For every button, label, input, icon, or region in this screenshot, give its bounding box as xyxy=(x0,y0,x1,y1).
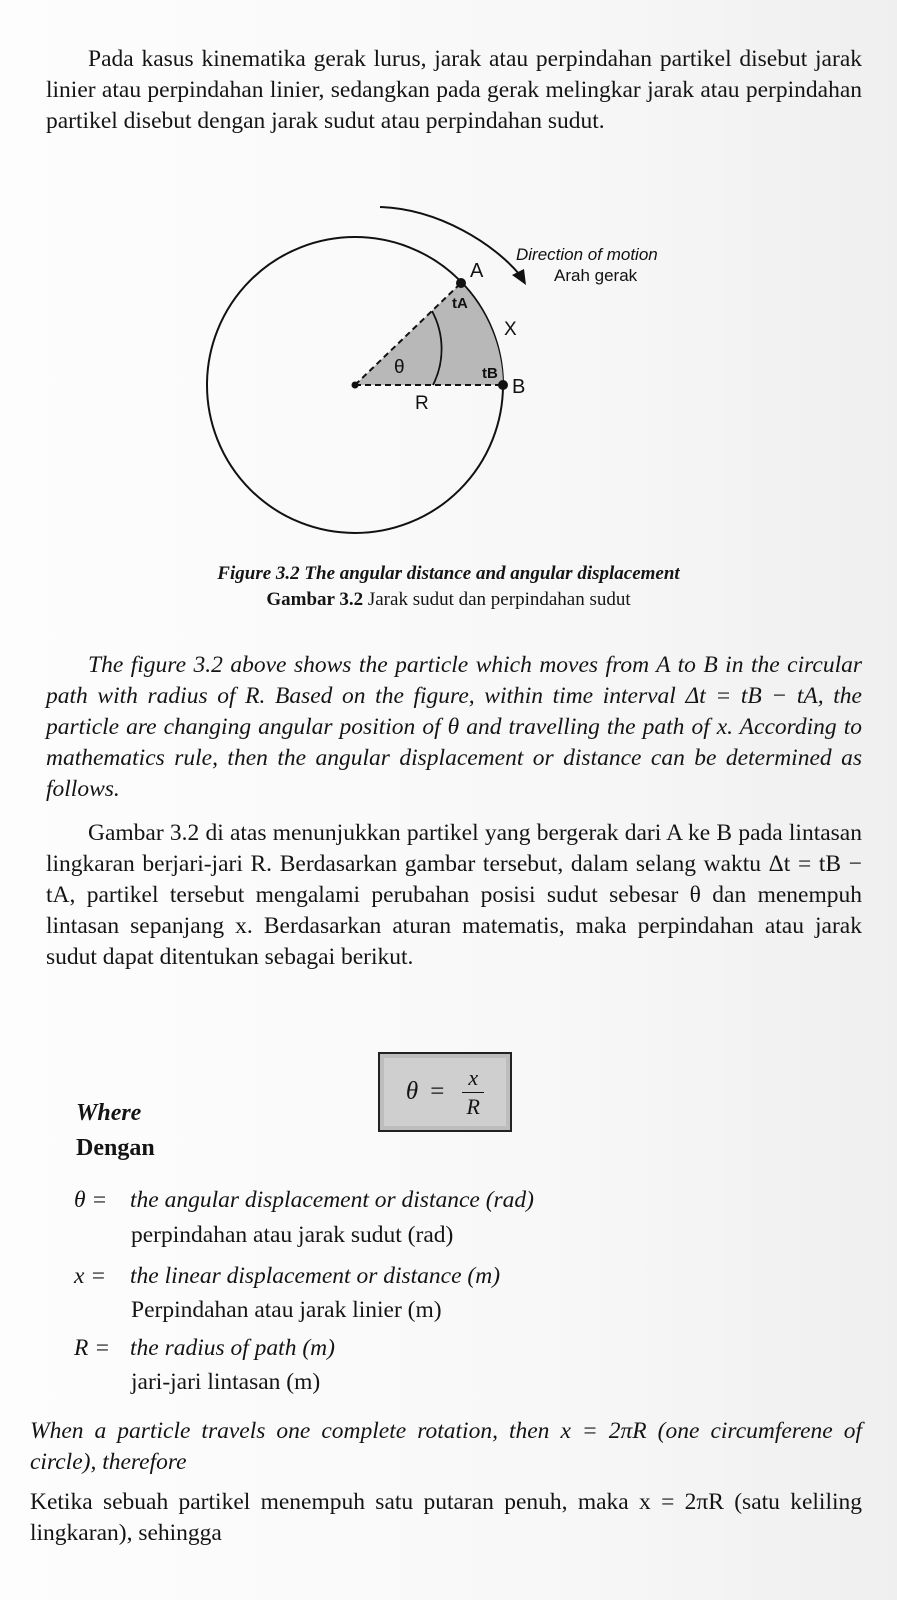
formula-fraction xyxy=(462,1064,484,1121)
definition-x-en: the linear displacement or distance (m) xyxy=(130,1263,501,1289)
point-A xyxy=(456,278,466,288)
definition-x xyxy=(74,1263,500,1290)
label-R: R xyxy=(415,393,429,414)
dengan-heading: Dengan xyxy=(76,1135,155,1161)
point-B xyxy=(498,380,508,390)
figure-caption-id xyxy=(0,589,897,611)
definition-theta-en: the angular displacement or distance (rad) xyxy=(130,1187,535,1213)
figure-caption-id-rest: Jarak sudut dan perpindahan sudut xyxy=(363,589,631,610)
formula-equals: = xyxy=(430,1078,445,1105)
direction-arrowhead xyxy=(512,269,526,285)
indonesian-paragraph xyxy=(46,818,862,973)
definition-R-en: the radius of path (m) xyxy=(130,1335,335,1361)
rotation-paragraph-en-text: When a particle travels one complete rotation, then x = 2πR (one circumferene of circle), therefore xyxy=(30,1418,862,1475)
definition-theta-symbol: θ = xyxy=(74,1187,108,1213)
indonesian-paragraph-text: Gambar 3.2 di atas menunjukkan partikel yang bergerak dari A ke B pada lintasan lingkaran berjari-jari R. Berdasarkan gambar tersebut, dalam selang waktu Δt = tB − tA, partikel tersebut mengalami perubahan posisi sudut sebesar θ dan menempuh lintasan sepanjang x. Berdasarkan aturan matematis, maka perpindahan atau jarak sudut dapat ditentukan sebagai berikut. xyxy=(46,820,862,970)
definition-theta xyxy=(74,1187,534,1214)
where-heading: Where xyxy=(76,1100,142,1126)
definition-x-id: Perpindahan atau jarak linier (m) xyxy=(131,1297,442,1323)
direction-id-label: Arah gerak xyxy=(554,266,638,285)
intro-text: Pada kasus kinematika gerak lurus, jarak atau perpindahan partikel disebut jarak linier atau perpindahan linier, sedangkan pada gerak melingkar jarak atau perpindahan partikel disebut dengan jarak sudut atau perpindahan sudut. xyxy=(46,46,862,134)
figure-3-2-diagram xyxy=(190,195,710,575)
definition-x-symbol: x = xyxy=(74,1263,107,1289)
label-tB: tB xyxy=(482,365,498,382)
shaded-sector xyxy=(355,283,503,385)
formula-denominator: R xyxy=(466,1093,480,1119)
label-X: X xyxy=(504,319,517,340)
label-B: B xyxy=(512,376,526,398)
formula-box xyxy=(378,1052,512,1132)
direction-en-label: Direction of motion xyxy=(516,245,658,264)
definition-R xyxy=(74,1335,335,1362)
definition-R-id: jari-jari lintasan (m) xyxy=(131,1369,321,1395)
intro-paragraph xyxy=(46,44,862,137)
rotation-paragraph-id-text: Ketika sebuah partikel menempuh satu putaran penuh, maka x = 2πR (satu keliling lingkaran), sehingga xyxy=(30,1489,862,1546)
figure-caption-en-text: Figure 3.2 The angular distance and angular displacement xyxy=(217,563,680,584)
formula-theta: θ xyxy=(405,1078,419,1105)
figure-caption-en xyxy=(0,563,897,585)
definition-theta-id: perpindahan atau jarak sudut (rad) xyxy=(131,1222,454,1248)
english-paragraph xyxy=(46,650,862,805)
definition-R-symbol: R = xyxy=(74,1335,111,1361)
figure-caption-id-bold: Gambar 3.2 xyxy=(266,589,364,610)
rotation-paragraph-en xyxy=(30,1416,862,1478)
formula-numerator: x xyxy=(462,1064,484,1093)
english-paragraph-text: The figure 3.2 above shows the particle which moves from A to B in the circular path with radius of R. Based on the figure, within time interval Δt = tB − tA, the particle are changing angular position of θ and travelling the path of x. According to mathematics rule, then the angular displacement or distance can be determined as follows. xyxy=(46,652,862,802)
label-tA: tA xyxy=(452,295,468,312)
direction-arrow-arc xyxy=(380,207,520,275)
label-theta: θ xyxy=(394,357,405,378)
center-point xyxy=(352,382,359,389)
rotation-paragraph-id xyxy=(30,1487,862,1549)
label-A: A xyxy=(470,260,484,282)
